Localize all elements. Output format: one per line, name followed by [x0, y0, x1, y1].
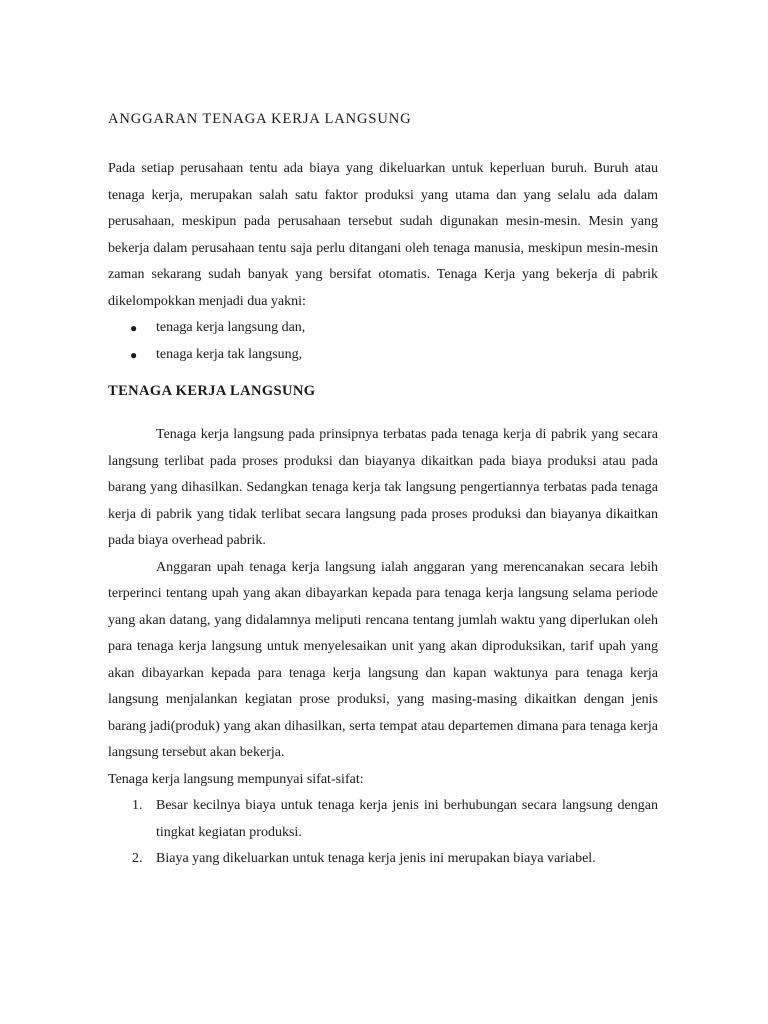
list-number: 2.: [132, 851, 143, 866]
list-item: [108, 315, 658, 342]
properties-list: [108, 793, 658, 873]
list-item-text: Biaya yang dikeluarkan untuk tenaga kerja jenis ini merupakan biaya variabel.: [156, 851, 596, 866]
paragraph-budget: Anggaran upah tenaga kerja langsung ialah anggaran yang merencanakan secara lebih terperinci tentang upah yang akan dibayarkan kepada para tenaga kerja langsung selama periode yang akan datang, yang didalamnya meliputi rencana tentang jumlah waktu yang diperlukan oleh para tenaga kerja langsung untuk menyelesaikan unit yang akan diproduksikan, tarif upah yang akan dibayarkan kepada para tenaga kerja langsung dan kapan waktunya para tenaga kerja langsung menjalankan kegiatan prose produksi, yang masing-masing dikaitkan dengan jenis barang jadi(produk) yang akan dihasilkan, serta tempat atau departemen dimana para tenaga kerja langsung tersebut akan bekerja.: [108, 559, 658, 760]
list-number: 1.: [132, 798, 143, 813]
list-item: [108, 846, 658, 873]
bullet-icon: ●: [130, 321, 138, 335]
section-heading: TENAGA KERJA LANGSUNG: [108, 383, 316, 399]
intro-paragraph: Pada setiap perusahaan tentu ada biaya yang dikeluarkan untuk keperluan buruh. Buruh atau tenaga kerja, merupakan salah satu faktor produksi yang utama dan yang selalu ada dalam perusahaan, meskipun pada perusahaan tersebut sudah digunakan mesin-mesin. Mesin yang bekerja dalam perusahaan tentu saja perlu ditangani oleh tenaga manusia, meskipun mesin-mesin zaman sekarang sudah banyak yang bersifat otomatis. Tenaga Kerja yang bekerja di pabrik dikelompokkan menjadi dua yakni:: [108, 161, 658, 309]
document-body: [108, 108, 658, 873]
list-item-text: Besar kecilnya biaya untuk tenaga kerja jenis ini berhubungan secara langsung dengan tingkat kegiatan produksi.: [156, 798, 658, 840]
paragraph-definition: Tenaga kerja langsung pada prinsipnya terbatas pada tenaga kerja di pabrik yang secara langsung terlibat pada proses produksi dan biayanya dikaitkan pada biaya produksi atau pada barang yang dihasilkan. Sedangkan tenaga kerja tak langsung pengertiannya terbatas pada tenaga kerja di pabrik yang tidak terlibat secara langsung pada proses produksi dan biayanya dikaitkan pada biaya overhead pabrik.: [108, 427, 658, 548]
document-title: ANGGARAN TENAGA KERJA LANGSUNG: [108, 111, 412, 127]
list-item: [108, 793, 658, 846]
list-item-text: tenaga kerja tak langsung,: [156, 346, 303, 362]
properties-intro: Tenaga kerja langsung mempunyai sifat-sifat:: [108, 771, 364, 787]
labor-type-list: [108, 315, 658, 368]
list-item: [108, 342, 658, 369]
list-item-text: tenaga kerja langsung dan,: [156, 320, 306, 335]
bullet-icon: ●: [130, 347, 138, 362]
